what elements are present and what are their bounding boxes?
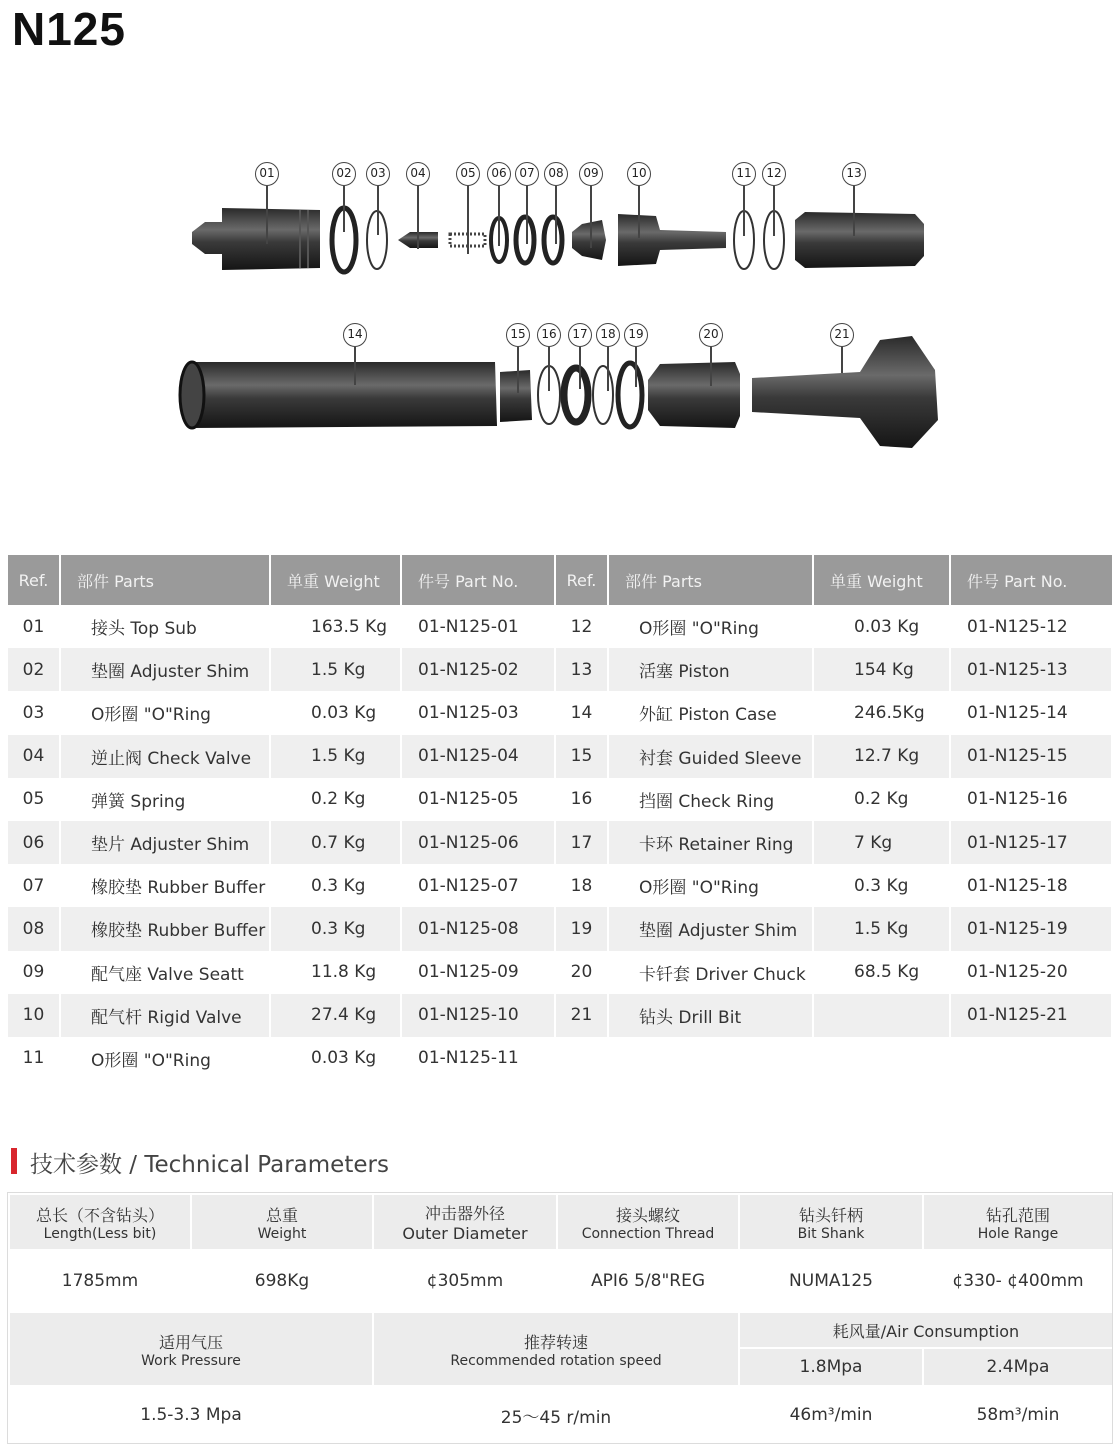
header-en: Hole Range <box>977 1225 1059 1242</box>
cell-weight: 0.2 Kg <box>813 778 950 821</box>
header-part-no: 件号 Part No. <box>401 555 555 605</box>
cell-part: 垫片 Adjuster Shim <box>60 821 270 864</box>
cell-weight: 68.5 Kg <box>813 951 950 994</box>
header-zh: 钻孔范围 <box>985 1205 1050 1225</box>
callout-ref: 19 <box>624 323 648 347</box>
callout-ref: 07 <box>515 162 539 186</box>
header-en: Connection Thread <box>581 1225 715 1242</box>
callout-leader-line <box>555 186 557 244</box>
callout-ref: 05 <box>456 162 480 186</box>
cell-part-no: 01-N125-18 <box>950 864 1112 907</box>
callout-ref: 14 <box>343 323 367 347</box>
callout-ref: 13 <box>842 162 866 186</box>
cell-ref: 21 <box>555 994 608 1037</box>
header-weight: 单重 Weight <box>270 555 401 605</box>
cell-ref: 12 <box>555 605 608 648</box>
cell-part: 配气座 Valve Seatt <box>60 951 270 994</box>
table-row <box>8 821 1112 864</box>
cell-ref: 16 <box>555 778 608 821</box>
drill-bit <box>752 336 938 448</box>
rubber-buffer-07 <box>516 217 534 263</box>
cell-part-no: 01-N125-07 <box>401 864 555 907</box>
cell-part: O形圈 "O"Ring <box>60 1037 270 1080</box>
rubber-buffer-08 <box>544 217 562 263</box>
cell-part: 活塞 Piston <box>608 648 813 691</box>
cell-part: O形圈 "O"Ring <box>608 605 813 648</box>
cell-part: O形圈 "O"Ring <box>60 691 270 734</box>
cell-part: 接头 Top Sub <box>60 605 270 648</box>
cell-weight: 7 Kg <box>813 821 950 864</box>
cell-weight <box>813 1037 950 1080</box>
value-air-2-4: 58m³/min <box>923 1386 1113 1444</box>
cell-ref: 19 <box>555 907 608 950</box>
cell-part: 外缸 Piston Case <box>608 691 813 734</box>
table-row <box>8 994 1112 1037</box>
cell-weight: 163.5 Kg <box>270 605 401 648</box>
callout-leader-line <box>467 186 469 254</box>
cell-part-no <box>950 1037 1112 1080</box>
cell-weight: 0.03 Kg <box>813 605 950 648</box>
callout-leader-line <box>743 186 745 236</box>
callout-leader-line <box>526 186 528 244</box>
cell-part-no: 01-N125-05 <box>401 778 555 821</box>
cell-weight: 0.03 Kg <box>270 691 401 734</box>
cell-part-no: 01-N125-13 <box>950 648 1112 691</box>
top-sub <box>192 208 320 270</box>
cell-weight: 11.8 Kg <box>270 951 401 994</box>
cell-part-no: 01-N125-21 <box>950 994 1112 1037</box>
value-weight: 698Kg <box>191 1250 373 1312</box>
cell-part-no: 01-N125-06 <box>401 821 555 864</box>
header-part-no: 件号 Part No. <box>950 555 1112 605</box>
cell-weight: 0.3 Kg <box>813 864 950 907</box>
cell-part-no: 01-N125-20 <box>950 951 1112 994</box>
table-row <box>8 605 1112 648</box>
value-rotation-speed: 25～45 r/min <box>373 1386 739 1444</box>
cell-part-no: 01-N125-08 <box>401 907 555 950</box>
valve-seat <box>572 220 606 260</box>
callout-ref: 21 <box>830 323 854 347</box>
value-work-pressure: 1.5-3.3 Mpa <box>9 1386 373 1444</box>
cell-weight <box>813 994 950 1037</box>
header-parts: 部件 Parts <box>60 555 270 605</box>
retainer-ring <box>564 368 588 422</box>
cell-part-no: 01-N125-19 <box>950 907 1112 950</box>
callout-leader-line <box>607 347 609 391</box>
piston <box>795 212 924 268</box>
callout-leader-line <box>548 347 550 391</box>
cell-part-no: 01-N125-14 <box>950 691 1112 734</box>
callout-ref: 02 <box>332 162 356 186</box>
cell-ref: 17 <box>555 821 608 864</box>
callout-leader-line <box>417 186 419 249</box>
cell-weight: 12.7 Kg <box>813 735 950 778</box>
header-zh: 总重 <box>265 1205 298 1225</box>
tech-header-row-2 <box>9 1312 1113 1348</box>
callout-ref: 11 <box>732 162 756 186</box>
cell-part <box>608 1037 813 1080</box>
cell-ref: 11 <box>8 1037 60 1080</box>
cell-part-no: 01-N125-02 <box>401 648 555 691</box>
header-en: Bit Shank <box>797 1225 865 1242</box>
parts-illustration <box>0 140 1120 470</box>
tech-header-cell <box>9 1312 373 1386</box>
cell-part-no: 01-N125-01 <box>401 605 555 648</box>
parts-table <box>8 555 1113 1080</box>
header-ref: Ref. <box>555 555 608 605</box>
technical-parameters-table <box>8 1193 1114 1445</box>
callout-leader-line <box>377 186 379 235</box>
callout-ref: 03 <box>366 162 390 186</box>
cell-part: O形圈 "O"Ring <box>608 864 813 907</box>
cell-ref: 18 <box>555 864 608 907</box>
rigid-valve <box>618 214 726 266</box>
callout-leader-line <box>266 186 268 244</box>
callout-leader-line <box>635 347 637 387</box>
value-hole-range: ¢330- ¢400mm <box>923 1250 1113 1312</box>
table-row <box>8 648 1112 691</box>
piston-case <box>190 362 497 428</box>
table-row <box>8 1037 1112 1080</box>
tech-header-cell <box>557 1194 739 1250</box>
callout-leader-line <box>841 347 843 373</box>
header-zh: 冲击器外径 <box>424 1204 505 1223</box>
cell-part-no: 01-N125-04 <box>401 735 555 778</box>
callout-ref: 04 <box>406 162 430 186</box>
cell-weight: 0.2 Kg <box>270 778 401 821</box>
table-row <box>8 735 1112 778</box>
callout-leader-line <box>343 186 345 232</box>
tech-value-row-2 <box>9 1386 1113 1444</box>
cell-weight: 1.5 Kg <box>813 907 950 950</box>
callout-ref: 06 <box>487 162 511 186</box>
section-title: 技术参数 / Technical Parameters <box>30 1152 389 1178</box>
callout-ref: 20 <box>699 323 723 347</box>
callout-ref: 15 <box>506 323 530 347</box>
callout-leader-line <box>354 347 356 385</box>
driver-chuck <box>648 362 740 428</box>
cell-ref: 10 <box>8 994 60 1037</box>
tech-header-cell <box>923 1194 1113 1250</box>
cell-part-no: 01-N125-16 <box>950 778 1112 821</box>
cell-part: 卡钎套 Driver Chuck <box>608 951 813 994</box>
header-weight: 单重 Weight <box>813 555 950 605</box>
cell-weight: 0.3 Kg <box>270 907 401 950</box>
cell-part-no: 01-N125-17 <box>950 821 1112 864</box>
adjuster-shim-19 <box>618 363 642 427</box>
cell-ref: 05 <box>8 778 60 821</box>
cell-ref: 13 <box>555 648 608 691</box>
cell-ref: 15 <box>555 735 608 778</box>
cell-part: 钻头 Drill Bit <box>608 994 813 1037</box>
header-zh: 钻头钎柄 <box>798 1205 863 1225</box>
header-zh: 推荐转速 <box>523 1332 588 1352</box>
tech-header-cell <box>9 1194 191 1250</box>
cell-weight: 0.03 Kg <box>270 1037 401 1080</box>
cell-ref: 09 <box>8 951 60 994</box>
cell-part: 橡胶垫 Rubber Buffer <box>60 864 270 907</box>
callout-ref: 01 <box>255 162 279 186</box>
exploded-parts-diagram <box>0 140 1120 470</box>
cell-part: 配气杆 Rigid Valve <box>60 994 270 1037</box>
cell-part: 橡胶垫 Rubber Buffer <box>60 907 270 950</box>
callout-leader-line <box>579 347 581 389</box>
o-ring-18 <box>593 366 613 424</box>
parts-table-header <box>8 555 1112 605</box>
cell-part: 垫圈 Adjuster Shim <box>60 648 270 691</box>
cell-weight: 154 Kg <box>813 648 950 691</box>
cell-part-no: 01-N125-12 <box>950 605 1112 648</box>
cell-part: 弹簧 Spring <box>60 778 270 821</box>
cell-part: 垫圈 Adjuster Shim <box>608 907 813 950</box>
tech-value-row <box>9 1250 1113 1312</box>
pressure-1-8: 1.8Mpa <box>739 1348 923 1386</box>
section-accent-bar <box>11 1148 17 1174</box>
cell-part-no: 01-N125-11 <box>401 1037 555 1080</box>
table-row <box>8 951 1112 994</box>
header-zh: 耗风量/Air Consumption <box>832 1321 1020 1341</box>
callout-ref: 12 <box>762 162 786 186</box>
cell-ref: 04 <box>8 735 60 778</box>
callout-leader-line <box>853 186 855 236</box>
callout-ref: 09 <box>579 162 603 186</box>
header-en: Recommended rotation speed <box>450 1352 662 1369</box>
cell-weight: 1.5 Kg <box>270 648 401 691</box>
air-consumption-header <box>739 1312 1113 1348</box>
cell-ref: 02 <box>8 648 60 691</box>
tech-header-cell <box>191 1194 373 1250</box>
value-connection-thread: API6 5/8"REG <box>557 1250 739 1312</box>
cell-ref: 07 <box>8 864 60 907</box>
callout-ref: 08 <box>544 162 568 186</box>
header-en: Length(Less bit) <box>43 1225 157 1242</box>
cell-part-no: 01-N125-15 <box>950 735 1112 778</box>
cell-part-no: 01-N125-09 <box>401 951 555 994</box>
header-en: Outer Diameter <box>402 1224 528 1243</box>
callout-ref: 17 <box>568 323 592 347</box>
cell-part-no: 01-N125-03 <box>401 691 555 734</box>
tech-header-row <box>9 1194 1113 1250</box>
value-outer-diameter: ¢305mm <box>373 1250 557 1312</box>
cell-ref: 20 <box>555 951 608 994</box>
cell-ref: 08 <box>8 907 60 950</box>
value-air-1-8: 46m³/min <box>739 1386 923 1444</box>
callout-leader-line <box>517 347 519 393</box>
header-en: Work Pressure <box>141 1352 241 1369</box>
cell-weight: 246.5Kg <box>813 691 950 734</box>
cell-ref: 03 <box>8 691 60 734</box>
table-row <box>8 864 1112 907</box>
header-zh: 总长（不含钻头） <box>35 1205 164 1225</box>
callout-leader-line <box>498 186 500 246</box>
guided-sleeve <box>500 370 532 422</box>
table-row <box>8 691 1112 734</box>
pressure-2-4: 2.4Mpa <box>923 1348 1113 1386</box>
cell-weight: 0.3 Kg <box>270 864 401 907</box>
cell-part: 挡圈 Check Ring <box>608 778 813 821</box>
model-title: N125 <box>12 3 126 55</box>
cell-ref: 01 <box>8 605 60 648</box>
value-length: 1785mm <box>9 1250 191 1312</box>
cell-part: 逆止阀 Check Valve <box>60 735 270 778</box>
cell-weight: 1.5 Kg <box>270 735 401 778</box>
cell-weight: 27.4 Kg <box>270 994 401 1037</box>
header-ref: Ref. <box>8 555 60 605</box>
value-bit-shank: NUMA125 <box>739 1250 923 1312</box>
cell-part: 卡环 Retainer Ring <box>608 821 813 864</box>
tech-header-cell <box>739 1194 923 1250</box>
header-parts: 部件 Parts <box>608 555 813 605</box>
callout-leader-line <box>773 186 775 236</box>
cell-ref <box>555 1037 608 1080</box>
callout-leader-line <box>590 186 592 248</box>
callout-leader-line <box>710 347 712 386</box>
callout-leader-line <box>638 186 640 238</box>
header-en: Weight <box>257 1225 307 1242</box>
cell-ref: 06 <box>8 821 60 864</box>
tech-header-cell <box>373 1312 739 1386</box>
callout-ref: 18 <box>596 323 620 347</box>
callout-ref: 16 <box>537 323 561 347</box>
header-zh: 适用气压 <box>158 1332 223 1352</box>
cell-weight: 0.7 Kg <box>270 821 401 864</box>
tech-header-cell <box>373 1194 557 1250</box>
cell-part-no: 01-N125-10 <box>401 994 555 1037</box>
header-zh: 接头螺纹 <box>615 1205 680 1225</box>
table-row <box>8 907 1112 950</box>
callout-ref: 10 <box>627 162 651 186</box>
cell-part: 衬套 Guided Sleeve <box>608 735 813 778</box>
table-row <box>8 778 1112 821</box>
cell-ref: 14 <box>555 691 608 734</box>
